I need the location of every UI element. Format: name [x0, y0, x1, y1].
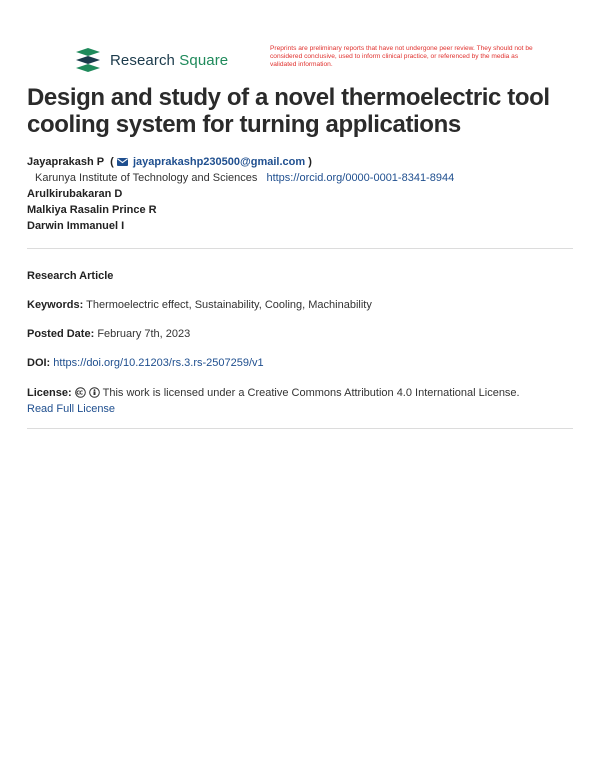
author-email-link[interactable]: jayaprakashp230500@gmail.com [132, 156, 306, 168]
posted-date-value: February 7th, 2023 [97, 328, 191, 340]
attribution-icon [89, 387, 100, 398]
paren-close: ) [308, 156, 312, 168]
author-1 [27, 154, 575, 170]
orcid-link[interactable]: https://orcid.org/0000-0001-8341-8944 [266, 172, 455, 184]
doi-row [27, 355, 575, 371]
paren-open: ( [107, 156, 114, 168]
author-list [27, 154, 575, 234]
preprint-disclaimer: Preprints are preliminary reports that have not undergone peer review. They should not be considered conclusive, used to inform clinical practice, or referenced by the media as validated information. [270, 45, 533, 68]
article-type [27, 268, 575, 284]
author-affiliation-row [27, 170, 575, 186]
brand-name [110, 52, 228, 69]
creative-commons-icon [75, 387, 86, 398]
brand-name-part1: Research [110, 51, 175, 69]
author-name: Jayaprakash P [27, 156, 105, 168]
license-row [27, 385, 575, 417]
article-type-label: Research Article [27, 270, 114, 282]
research-square-logo-icon [74, 48, 104, 72]
paper-title: Design and study of a novel thermoelectric tool cooling system for turning applications [27, 84, 550, 138]
brand-name-part2: Square [179, 51, 229, 69]
header [0, 0, 600, 80]
envelope-icon [117, 158, 128, 166]
posted-date-label: Posted Date: [27, 328, 95, 340]
author-2: Arulkirubakaran D [27, 188, 123, 200]
keywords-value: Thermoelectric effect, Sustainability, Cooling, Machinability [86, 299, 372, 311]
research-square-logo[interactable] [74, 48, 228, 72]
author-affiliation: Karunya Institute of Technology and Sciences [35, 172, 258, 184]
divider-bottom [27, 428, 573, 429]
keywords-label: Keywords: [27, 299, 84, 311]
author-4: Darwin Immanuel I [27, 220, 125, 232]
license-text: This work is licensed under a Creative Commons Attribution 4.0 International License. [102, 387, 520, 399]
divider-top [27, 248, 573, 249]
read-full-license-link[interactable]: Read Full License [27, 403, 116, 415]
posted-date-row [27, 326, 575, 342]
author-3: Malkiya Rasalin Prince R [27, 204, 157, 216]
license-label: License: [27, 387, 72, 399]
doi-link[interactable]: https://doi.org/10.21203/rs.3.rs-2507259/v1 [53, 357, 264, 369]
doi-label: DOI: [27, 357, 51, 369]
keywords-row [27, 297, 575, 313]
